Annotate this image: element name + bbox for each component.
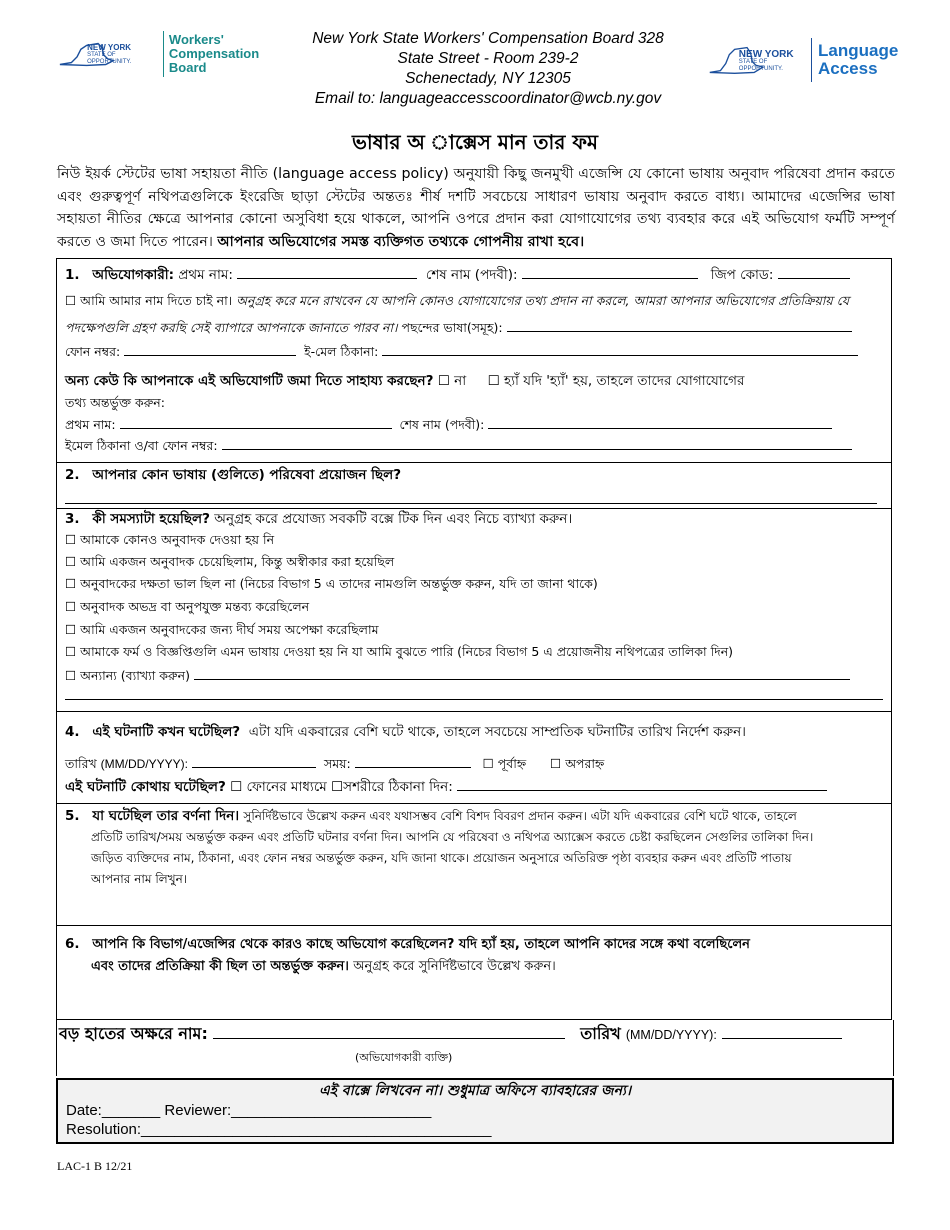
print-name-field[interactable] [213, 1024, 565, 1039]
zip-field[interactable] [778, 264, 850, 279]
la-logo-text: Language Access [818, 41, 899, 78]
helper-no-checkbox[interactable]: ☐ না [437, 373, 467, 389]
s5-num: 5. [65, 808, 80, 824]
anon-note: অনুগ্রহ করে মনে রাখবেন যে আপনি কোনও যোগাযোগের তথ্য প্রদান না করলে, আমরা আপনার অভিযোগের প্রতিক্রিয়ায় যে [236, 293, 850, 308]
wcb-logo-text: Workers' Compensation Board [168, 32, 260, 75]
language-access-logo [708, 34, 898, 86]
am-checkbox[interactable]: ☐ পূর্বাহ্ন [482, 756, 527, 771]
pref-lang-field[interactable] [507, 317, 852, 332]
issue-option[interactable]: ☐ অনুবাদকের দক্ষতা ভাল ছিল না (নিচের বিভাগ 5 এ তাদের নামগুলি অন্তর্ভুক্ত করুন, যদি তা জানা থাকে) [65, 576, 598, 591]
signature-caption: (অভিযোগকারী ব্যক্তি) [355, 1051, 453, 1064]
ny-logo-sub: STATE OF OPPORTUNITY. [87, 52, 132, 65]
anon-note-2: পদক্ষেপগুলি গ্রহণ করছি সেই ব্যাপারে আপনাকে জানাতে পারব না। [65, 320, 398, 335]
s4-num: 4. [65, 724, 80, 740]
s5-line-2: প্রতিটি তারিখ/সময় অন্তর্ভুক্ত করুন এবং প্রতিটি ঘটনার বর্ণনা দিন। আপনি যে পরিষেবা ও নথিপত্র অ্যাক্সেস করতে চেষ্টা করছিলেন সেগুলির তালিকা দিন। [91, 830, 814, 844]
section-3 [57, 509, 891, 712]
s5-line-4: আপনার নাম লিখুন। [91, 872, 188, 886]
intro-paragraph [57, 163, 895, 253]
s1-num: 1. [65, 267, 80, 283]
helper-yes-checkbox[interactable]: ☐ হ্যাঁ যদি 'হ্যাঁ' হয়, তাহলে তাদের যোগাযোগের [487, 373, 745, 389]
s2-num: 2. [65, 467, 80, 483]
s3-num: 3. [65, 511, 80, 527]
office-notice: এই বাক্সে লিখবেন না। শুধুমাত্র অফিসে ব্যাবহারের জন্য। [319, 1083, 631, 1099]
helper-last-name-field[interactable] [488, 414, 832, 429]
by-phone-checkbox[interactable]: ☐ ফোনের মাধ্যমে [230, 779, 327, 795]
signature-date-format: (MM/DD/YYYY): [625, 1028, 717, 1042]
s6-title-2: এবং তাদের প্রতিক্রিয়া কী ছিল তা অন্তর্ভুক্ত করুন। [91, 959, 349, 974]
s4-subtitle: এটা যদি একবারের বেশি ঘটে থাকে, তাহলে সবচেয়ে সাম্প্রতিক ঘটনাটির তারিখ নির্দেশ করুন। [248, 724, 746, 740]
pm-checkbox[interactable]: ☐ অপরাহ্ন [550, 756, 605, 771]
incident-date-field[interactable] [192, 753, 316, 768]
helper-contact-note: তথ্য অন্তর্ভুক্ত করুন: [65, 395, 165, 410]
section-1 [57, 259, 891, 463]
issue-option[interactable]: ☐ আমি একজন অনুবাদকের জন্য দীর্ঘ সময় অপেক্ষা করেছিলাম [65, 622, 379, 637]
s3-subtitle: অনুগ্রহ করে প্রযোজ্য সবকটি বক্সে টিক দিন এবং নিচে ব্যাখ্যা করুন। [214, 511, 573, 527]
helper-contact-label: ইমেল ঠিকানা ও/বা ফোন নম্বর: [65, 438, 218, 453]
incident-time-field[interactable] [355, 753, 471, 768]
intro-text: নিউ ইয়র্ক স্টেটের ভাষা সহায়তা নীতি (language access policy) অনুযায়ী কিছু জনমুখী এজেন্সি যে কোনো ভাষায় অনুবাদ পরিষেবা প্রদান করতে এবং গুরুত্বপূর্ণ নথিপত্রগুলিকে ইংরেজি ছাড়া স্টেটের অন্ততঃ শীর্ষ দশটি সবচেয়ে সাধারণ ভাষায় অনুবাদ করতে বাধ্য। আমাদের এজেন্সির ভাষা সহায়তা নীতির ক্ষেত্রে আপনার কোনো অসুবিধা হয়ে থাকলে, আপনি ওপরে প্রদান করা যোগাযোগের তথ্য ব্যবহার করে এই অভিযোগ ফর্মটি সম্পূর্ণ করতে ও জমা দিতে পারেন। [57, 166, 895, 250]
last-name-label: শেষ নাম (পদবী): [425, 267, 518, 283]
issue-option[interactable]: ☐ আমাকে কোনও অনুবাদক দেওয়া হয় নি [65, 532, 275, 547]
section-6 [57, 926, 891, 1021]
email-field[interactable] [382, 341, 858, 356]
header-address [290, 29, 686, 109]
s6-title-1: আপনি কি বিভাগ/এজেন্সির থেকে কারও কাছে অভিযোগ করেছিলেন? যদি হ্যাঁ হয়, তাহলে আপনি কাদের সঙ্গে কথা বলেছিলেন [92, 937, 750, 952]
language-needed-field[interactable] [65, 489, 877, 504]
print-name-label: বড় হাতের অক্ষরে নাম: [59, 1024, 208, 1043]
section-2 [57, 463, 891, 509]
incident-time-label: সময়: [323, 756, 351, 771]
other-explain-field[interactable] [194, 665, 850, 680]
where-question: এই ঘটনাটি কোথায় ঘটেছিল? [65, 779, 226, 795]
helper-contact-field[interactable] [222, 435, 852, 450]
section-5 [57, 804, 891, 926]
address-line-2: State Street - Room 239-2 [397, 50, 579, 67]
helper-first-name-field[interactable] [120, 414, 392, 429]
ny-logo-text: NEW YORK [87, 43, 131, 52]
s5-line-3: জড়িত ব্যক্তিদের নাম, ঠিকানা, এবং ফোন নম্বর অন্তর্ভুক্ত করুন, যদি জানা থাকে। প্রয়োজন অনুসারে অতিরিক্ত পৃষ্ঠা ব্যবহার করুন এবং প্রতিটি পাতায় [91, 851, 792, 865]
issue-option[interactable]: ☐ আমাকে ফর্ম ও বিজ্ঞপ্তিগুলি এমন ভাষায় দেওয়া হয় নি যা আমি বুঝতে পারি (নিচের বিভাগ 5 এ প্রয়োজনীয় নথিপত্রের তালিকা দিন) [65, 644, 734, 659]
issue-option-other[interactable]: ☐ অন্যান্য (ব্যাখ্যা করুন) [65, 668, 190, 683]
s5-title: যা ঘটেছিল তার বর্ণনা দিন। [92, 808, 240, 824]
page-title: ভাষার অ াক্সেস মান তার ফম [351, 130, 599, 154]
anonymous-checkbox[interactable]: ☐ আমি আমার নাম দিতে চাই না। [65, 293, 233, 308]
phone-label: ফোন নম্বর: [65, 344, 121, 359]
signature-row [56, 1020, 894, 1076]
issue-option[interactable]: ☐ অনুবাদক অভদ্র বা অনুপযুক্ত মন্তব্য করেছিলেন [65, 599, 310, 614]
office-use-box [56, 1078, 894, 1144]
office-reviewer-field[interactable]: Reviewer:________________________ [164, 1102, 432, 1119]
email-label: ই-মেল ঠিকানা: [304, 344, 379, 359]
address-field[interactable] [457, 776, 827, 791]
s3-title: কী সমস্যাটা হয়েছিল? [92, 511, 210, 527]
signature-date-field[interactable] [722, 1024, 842, 1039]
wcb-logo [58, 28, 270, 80]
s6-subtitle: অনুগ্রহ করে সুনির্দিষ্টভাবে উল্লেখ করুন। [353, 959, 556, 974]
ny-logo-text-2: NEW YORK [738, 49, 794, 60]
s1-title: অভিযোগকারী: [92, 267, 175, 283]
s5-line-1: সুনির্দিষ্টভাবে উল্লেখ করুন এবং যথাসম্ভব বেশি বিশদ বিবরণ প্রদান করুন। এটা যদি একবারের বেশি ঘটে থাকে, তাহলে [243, 809, 797, 823]
office-resolution-field[interactable]: Resolution:__________________________________________ [66, 1121, 492, 1138]
ny-logo-sub-2: STATE OF OPPORTUNITY. [738, 59, 783, 72]
form-code: LAC-1 B 12/21 [57, 1159, 133, 1173]
address-line-3: Schenectady, NY 12305 [405, 70, 571, 87]
helper-question: অন্য কেউ কি আপনাকে এই অভিযোগটি জমা দিতে সাহায্য করছেন? [65, 373, 434, 389]
zip-label: জিপ কোড: [710, 267, 774, 283]
address-line-4: Email to: languageaccesscoordinator@wcb.ny.gov [314, 90, 662, 107]
helper-last-name-label: শেষ নাম (পদবী): [399, 417, 485, 432]
s4-title: এই ঘটনাটি কখন ঘটেছিল? [92, 724, 241, 740]
signature-date-label: তারিখ [580, 1024, 621, 1043]
helper-first-name-label: প্রথম নাম: [65, 417, 116, 432]
s6-num: 6. [65, 936, 80, 952]
in-person-checkbox[interactable]: ☐সশরীরে ঠিকানা দিন: [331, 779, 453, 795]
issue-option[interactable]: ☐ আমি একজন অনুবাদক চেয়েছিলাম, কিন্তু অস্বীকার করা হয়েছিল [65, 554, 395, 569]
pref-lang-label: পছন্দের ভাষা(সমূহ): [401, 320, 503, 335]
office-date-field[interactable]: Date:_______ [66, 1102, 161, 1119]
complaint-form [56, 258, 892, 1020]
incident-date-format: (MM/DD/YYYY): [100, 757, 188, 771]
s2-title: আপনার কোন ভাষায় (গুলিতে) পরিষেবা প্রয়োজন ছিল? [92, 467, 402, 483]
incident-date-label: তারিখ [65, 756, 97, 771]
last-name-field[interactable] [522, 264, 698, 279]
other-explain-field-2[interactable] [65, 685, 883, 700]
first-name-field[interactable] [237, 264, 417, 279]
first-name-label: প্রথম নাম: [178, 267, 233, 283]
address-line-1: New York State Workers' Compensation Board 328 [312, 30, 664, 47]
intro-bold: আপনার অভিযোগের সমস্ত ব্যক্তিগত তথ্যকে গোপনীয় রাখা হবে। [217, 233, 585, 250]
phone-field[interactable] [124, 341, 296, 356]
section-4 [57, 712, 891, 804]
